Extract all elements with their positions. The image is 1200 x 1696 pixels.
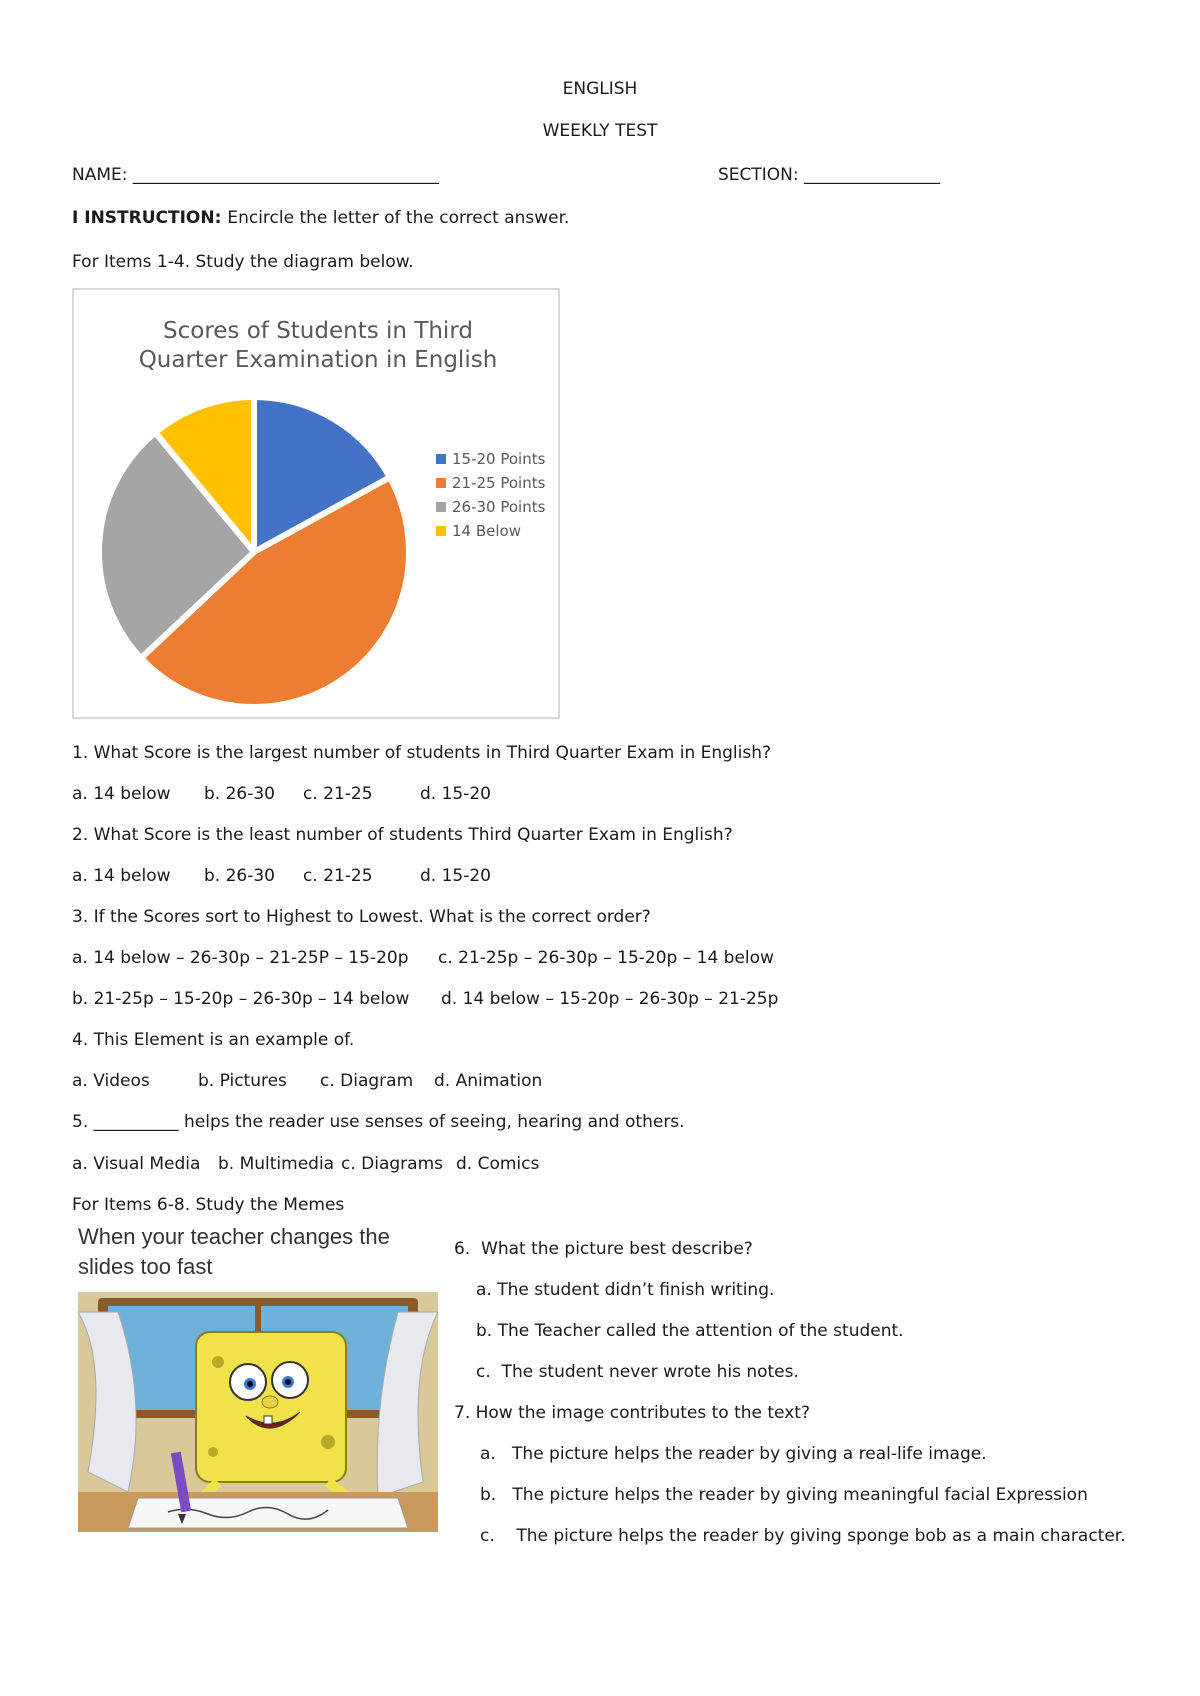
q6-option-a[interactable]: a. The student didn’t finish writing. <box>476 1280 775 1300</box>
legend-label: 15-20 Points <box>452 450 546 468</box>
q1-option-b[interactable]: b. 26-30 <box>204 784 275 804</box>
instruction <box>72 207 569 229</box>
q5-option-b[interactable]: b. Multimedia <box>218 1154 335 1174</box>
q4-option-d[interactable]: d. Animation <box>434 1071 543 1091</box>
pie-chart-svg <box>74 290 562 721</box>
q7-option-c[interactable]: c. The picture helps the reader by giving sponge bob as a main character. <box>480 1526 1126 1546</box>
q5-option-d[interactable]: d. Comics <box>456 1154 540 1174</box>
q2-option-a[interactable]: a. 14 below <box>72 866 171 886</box>
items-6-8-intro: For Items 6-8. Study the Memes <box>72 1195 345 1215</box>
q4-option-c[interactable]: c. Diagram <box>320 1071 414 1091</box>
q1-option-c[interactable]: c. 21-25 <box>303 784 373 804</box>
legend-swatch <box>436 454 446 464</box>
q6-option-b[interactable]: b. The Teacher called the attention of the student. <box>476 1321 904 1341</box>
q3-option-a[interactable]: a. 14 below – 26-30p – 21-25P – 15-20p <box>72 948 409 968</box>
q2-option-d[interactable]: d. 15-20 <box>420 866 491 886</box>
question-2: 2. What Score is the least number of students Third Quarter Exam in English? <box>72 825 733 845</box>
legend-swatch <box>436 478 446 488</box>
q4-option-a[interactable]: a. Videos <box>72 1071 150 1091</box>
question-1: 1. What Score is the largest number of students in Third Quarter Exam in English? <box>72 743 772 763</box>
legend-label: 26-30 Points <box>452 498 546 516</box>
spongebob-writing-illustration <box>78 1292 438 1532</box>
chart-title-line-2: Quarter Examination in English <box>138 347 498 373</box>
q2-option-b[interactable]: b. 26-30 <box>204 866 275 886</box>
instruction-text: Encircle the letter of the correct answer. <box>227 208 570 228</box>
legend-swatch <box>436 526 446 536</box>
q5-option-a[interactable]: a. Visual Media <box>72 1154 201 1174</box>
q7-option-a[interactable]: a. The picture helps the reader by giving a real-life image. <box>480 1444 987 1464</box>
name-field[interactable]: NAME: ____________________________________ <box>72 165 439 185</box>
pie-chart <box>72 288 560 719</box>
q3-option-c[interactable]: c. 21-25p – 26-30p – 15-20p – 14 below <box>438 948 774 968</box>
legend-label: 14 Below <box>452 522 521 540</box>
question-4: 4. This Element is an example of. <box>72 1030 355 1050</box>
q3-option-d[interactable]: d. 14 below – 15-20p – 26-30p – 21-25p <box>441 989 779 1009</box>
items-1-4-intro: For Items 1-4. Study the diagram below. <box>72 252 414 272</box>
question-7: 7. How the image contributes to the text? <box>454 1403 810 1423</box>
question-3: 3. If the Scores sort to Highest to Lowest. What is the correct order? <box>72 907 651 927</box>
q3-option-b[interactable]: b. 21-25p – 15-20p – 26-30p – 14 below <box>72 989 410 1009</box>
instruction-prefix: I INSTRUCTION: <box>72 208 228 228</box>
meme-caption: When your teacher changes the slides too fast <box>78 1224 390 1279</box>
legend-swatch <box>436 502 446 512</box>
q1-option-a[interactable]: a. 14 below <box>72 784 171 804</box>
q4-option-b[interactable]: b. Pictures <box>198 1071 287 1091</box>
q7-option-b[interactable]: b. The picture helps the reader by giving meaningful facial Expression <box>480 1485 1088 1505</box>
test-type-title: WEEKLY TEST <box>542 121 658 141</box>
legend-label: 21-25 Points <box>452 474 546 492</box>
q1-option-d[interactable]: d. 15-20 <box>420 784 491 804</box>
question-6: 6. What the picture best describe? <box>454 1239 753 1259</box>
q5-option-c[interactable]: c. Diagrams <box>341 1154 443 1174</box>
section-field[interactable]: SECTION: ________________ <box>718 165 941 185</box>
q6-option-c[interactable]: c. The student never wrote his notes. <box>476 1362 799 1382</box>
question-5: 5. __________ helps the reader use senses of seeing, hearing and others. <box>72 1112 685 1132</box>
meme-image <box>74 1222 440 1534</box>
chart-title-line-1: Scores of Students in Third <box>163 318 473 344</box>
q2-option-c[interactable]: c. 21-25 <box>303 866 373 886</box>
subject-title: ENGLISH <box>562 79 638 99</box>
